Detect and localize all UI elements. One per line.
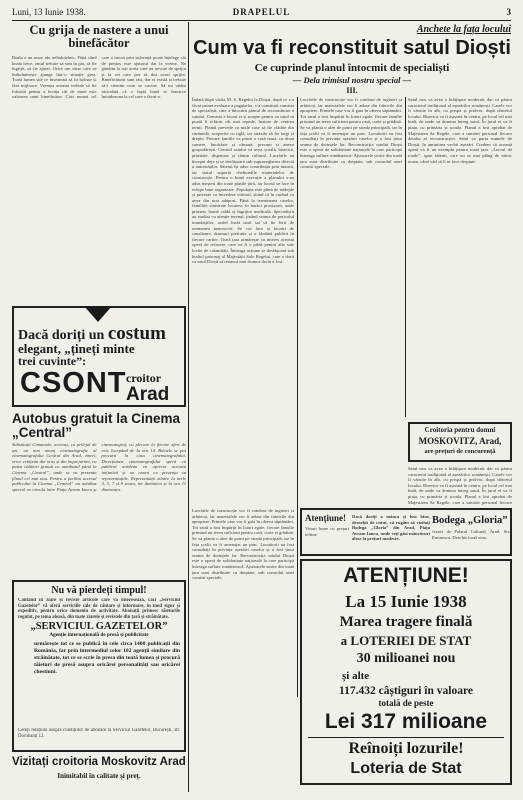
loteria-de-stat-ad bbox=[300, 559, 512, 785]
bodega-right: vizavi de Palatul Cultural, Arad, Str. Eminescu. Deschis toată ziua. bbox=[432, 529, 510, 540]
main-headline: Cum va fi reconstituit satul Dioști bbox=[193, 37, 511, 59]
moskovitz-title: Vizitați croitoria Moskovitz Arad bbox=[12, 756, 186, 768]
csont-sub: croitor bbox=[126, 371, 162, 385]
main-column-divider bbox=[405, 97, 406, 417]
loterie-date: La 15 Iunie 1938 bbox=[345, 592, 467, 611]
timpul-body2: urmărește tot ce se publică în cele circa 1400 publicații din România, far prin intermediul celor 102 agenții similare din străinătate, tot ce se scrie în presa din toată lumea și procură tăieturi de presă asupra oricărei personalități sau oricărei chestiuni. bbox=[34, 641, 180, 675]
article-title-autobus: Autobus gratuit la Cinema „Central” bbox=[12, 411, 181, 440]
loterie-renew: Reînoiți lozurile! bbox=[348, 740, 464, 757]
article-title-binefacator: Cu grija de nastere a unui binefăcător bbox=[29, 23, 169, 51]
main-column-divider bbox=[297, 97, 298, 697]
loterie-line3: 30 milioanei nou bbox=[356, 651, 456, 666]
loterie-line1: Marea tragere finală bbox=[339, 614, 473, 630]
page-header bbox=[12, 6, 511, 21]
bodega-gloria-ad bbox=[300, 508, 512, 556]
article-body-binefacator: Boala e un mare rău neîndoielnic. Până când boala trece, omul trebuie să stea în pat, să fie îngrijit, să fie ajutat. Orice om sărac care se îmbolnăvește ajunge într-o situație grea. Toată lumea știe ce înseamnă să fii bolnav și fără mijloace. Vremea aceasta trebuie să fie folosită pentru a învăța cât de mare este valoarea unui binefăcător. Căci numai cel care a trecut prin suferință poate înțelege cât de prețios este ajutorul dat la vreme. Ne gândim la toți aceia care au nevoie de sprijin și la cei care pot să dea acest sprijin. Binefăcătorii sunt rari, dar ei există și trebuie să-i cinstim cum se cuvine. Să nu uităm niciodată că o faptă bună se întoarce întotdeauna la cel care a făcut-o. bbox=[12, 55, 186, 100]
timpul-service-name: „SERVICIUL GAZETELOR” bbox=[30, 621, 168, 632]
main-subheadline: Ce cuprinde planul întocmit de specialiști bbox=[254, 62, 450, 74]
moskovitz-box-ad bbox=[408, 422, 512, 462]
bodega-name: Bodega „Gloria” bbox=[432, 515, 508, 526]
loterie-line6: totală de peste bbox=[378, 698, 434, 708]
main-part: III. bbox=[346, 86, 358, 95]
serviciul-gazetelor-ad bbox=[12, 580, 186, 752]
main-body-col3-tail: Satul nou va avea o înfățișare modernă, dar va păstra caracterul tradițional al așezărilor românești. Casele vor fi văruite în alb, cu prispă și pridvor, după obiceiul locului. Biserica va fi așezată în centru, pe locul cel mai înalt, de unde va domina întreg satul. În jurul ei va fi piața, cu primăria și școala. Planul a fost aprobat de Majestatea Sa Regele, care a urmărit personal fiecare bbox=[408, 466, 512, 505]
bodega-left-sub: Vinuri bune cu prețuri ieftine bbox=[305, 526, 349, 537]
main-body-col2: Lucrările de construcție vor fi conduse de ingineri și arhitecți, iar materialele vor fi aduse din fabricile din apropiere. Primele case vor fi gata în câteva săptămâni. Tot satul a fost împărțit în loturi egale, fiecare familie primind un teren suficient pentru casă, curte și grădină. Se va planta o alee de pomi pe strada principală, iar în fața școlii va fi amenajat un parc. Locuitorii au fost consultați în privința așezării caselor și a fost ținut seama de dorințele lor. Reconstrucția satului Dioști este o operă de solidaritate națională la care participă întreaga suflare românească. Ajutoarele sosite din toată țara sunt distribuite cu dreptate, sub controlul unei comisii speciale. bbox=[300, 97, 402, 170]
loterie-line5: 117.432 câștiguri în valoare bbox=[339, 685, 473, 697]
bodega-left: Atențiune! bbox=[305, 513, 346, 523]
bodega-mid: Dacă doriți a mânca și bea bine, deosebit de curat, vă rugăm să vizitați Bodega „Gloria” din Arad, Piața Avram Iancu, unde veți găsi mâncăruri alese la prețuri modeste. bbox=[352, 514, 430, 542]
header-paper-name: DRAPELUL bbox=[232, 7, 291, 17]
csont-city: Arad bbox=[126, 384, 170, 405]
main-byline: — Dela trimisul nostru special — bbox=[292, 75, 412, 85]
moskovitz-sub: Inimitabil în calitate și preț. bbox=[57, 772, 141, 780]
pointer-icon bbox=[84, 306, 112, 322]
loterie-amount: Lei 317 milioane bbox=[324, 710, 488, 733]
csont-name: CSONT bbox=[20, 367, 127, 399]
timpul-footer: Cereți relațiuni asupra condițiilor de abonare la Serviciul Gazetelor, București, str. Dorobanți 12. bbox=[18, 728, 180, 739]
anchete-kicker: Anchete la fața locului bbox=[416, 24, 511, 35]
loterie-title: ATENȚIUNE! bbox=[343, 564, 469, 587]
header-page-number: 3 bbox=[506, 7, 511, 17]
timpul-body: Căutând în ziare și reviste articole care vă interesează, căci „Serviciul Gazetelor” vă oferă serviciile sale de căutare și informare, în mod sigur și expeditiv, pentru orice domeniu de activitate. Abonații primesc tăieturile regulat, pe tema aleasă, din toate ziarele și revistele din țară și străinătate. bbox=[18, 598, 180, 620]
csont-advertisement bbox=[12, 306, 186, 407]
timpul-title: Nu vă pierdeți timpul! bbox=[51, 585, 147, 596]
moskovitz-box-line2: MOSKOVITZ, Arad, bbox=[418, 436, 502, 446]
loterie-line2: a LOTERIEI DE STAT bbox=[340, 633, 472, 648]
loterie-divider bbox=[308, 737, 504, 738]
csont-line1: Dacă doriți un costum bbox=[18, 323, 166, 344]
column-divider bbox=[188, 22, 189, 792]
main-body-col1: Îndată după vizita M. S. Regelui la Dioști, după ce s-a făcut prima evaluare a pagubelor, s-a constituit comisia de specialiști, care a întocmit planul de reconstituire a satului. Comisia a lucrat zi și noapte pentru ca satul să poată fi refăcut cât mai repede, înainte de venirea iernii. Planul prevede ca noile case să fie clădite din cărămidă, acoperite cu țiglă, iar străzile să fie largi și drepte. Fiecare familie va primi o casă nouă, cu două camere, bucătărie și cămară, precum și anexe gospodărești. Centrul satului va avea școală, biserică, primărie, dispensar și cămin cultural. Lucrările au început deja și se desfășoară sub supravegherea directă a autorităților. Sătenii își aduc contribuția prin muncă, iar statul suportă cheltuielile materialelor de construcție. Pentru o bună execuție a planului s-au adus meșteri din toate părțile țării, iar lucrul se face în echipe bine organizate. Populația este plină de nădejde și privește cu încredere viitorul, știind că în curând va avea din nou adăpost. Până la terminarea caselor, familiile sinistrate locuiesc în barăci provizorii, unde primesc hrană caldă și îngrijire medicală. Specialiștii au studiat cu atenție terenul, ținând seama de pericolul inundațiilor, astfel încât noul sat să fie ferit de asemenea nenorociri. Se vor face și lucrări de canalizare, drumuri pietruite și o fântână publică în fiecare cartier. Toată țara urmărește cu interes această operă de refacere, care va fi o pildă pentru alte sate lovite de calamități. Întreaga acțiune se desfășoară sub înaltul patronaj al Majestății Sale Regelui, care a dorit ca satul Dioști să renască mai frumos decât a fost. bbox=[192, 97, 294, 265]
timpul-service-sub: Agenție internațională de presă și publicitate bbox=[49, 632, 149, 638]
loterie-name: Loteria de Stat bbox=[350, 760, 462, 777]
moskovitz-box-line1: Croitoria pentru domni bbox=[424, 426, 496, 434]
csont-line2: elegant, „țineți minte bbox=[18, 341, 135, 356]
main-body-col1-tail: Lucrările de construcție vor fi conduse de ingineri și arhitecți, iar materialele vor fi aduse din fabricile din apropiere. Primele case vor fi gata în câteva săptămâni. Tot satul a fost împărțit în loturi egale, fiecare familie primind un teren suficient pentru casă, curte și grădină. Se va planta o alee de pomi pe strada principală, iar în fața școlii va fi amenajat un parc. Locuitorii au fost consultați în privința așezării caselor și a fost ținut seama de dorințele lor. Reconstrucția satului Dioști este o operă de solidaritate națională la care participă întreaga suflare românească. Ajutoarele sosite din toată țara sunt distribuite cu dreptate, sub controlul unei comisii speciale. bbox=[192, 508, 294, 581]
moskovitz-box-line3: are prețuri de concurență bbox=[424, 448, 496, 455]
loterie-line4: și alte bbox=[342, 670, 370, 682]
article-body-autobus: Substituții Comunale, aceeași, cu prilejul de azi, un nou anunț cinematografic al cinematografului Central din Arad, vineri, orice cetățean din oraș și din împrejurimi, va putea călători gratuit cu autobuzul până la Cinema „Central”, unde se va prezenta filmul cel mai nou. Pentru a facilita accesul publicului la Cinema „Central” un autobuz special va circula între Piața Avram Iancu și cinematograf, cu plecare la fiecare sfert de oră, începând de la ora 14. Biletele se pot procura la casa cinematografului. Direcțiunea cinematografului speră că publicul arădean va aprecia această inițiativă și va onora cu prezența sa reprezentațiile. Reprezentații zilnice la orele 3, 5, 7 și 9 seara, iar duminica și la ora 11 dimineața. bbox=[12, 442, 186, 492]
main-body-col3: Satul nou va avea o înfățișare modernă, dar va păstra caracterul tradițional al așezărilor românești. Casele vor fi văruite în alb, cu prispă și pridvor, după obiceiul locului. Biserica va fi așezată în centru, pe locul cel mai înalt, de unde va domina întreg satul. În jurul ei va fi piața, cu primăria și școala. Planul a fost aprobat de Majestatea Sa Regele, care a urmărit personal fiecare detaliu al reconstrucției. Satul va purta numele de Dioști, în amintirea vechii așezări. Credem că această operă va fi un exemplu pentru toată țara. „Lucrul dă roade”, spun sătenii, care nu se mai plâng de nimic acum, când văd că li se face dreptate. bbox=[408, 97, 512, 164]
csont-line3: trei cuvinte”: bbox=[18, 354, 87, 368]
header-date: Luni, 13 Iunie 1938. bbox=[12, 7, 86, 17]
